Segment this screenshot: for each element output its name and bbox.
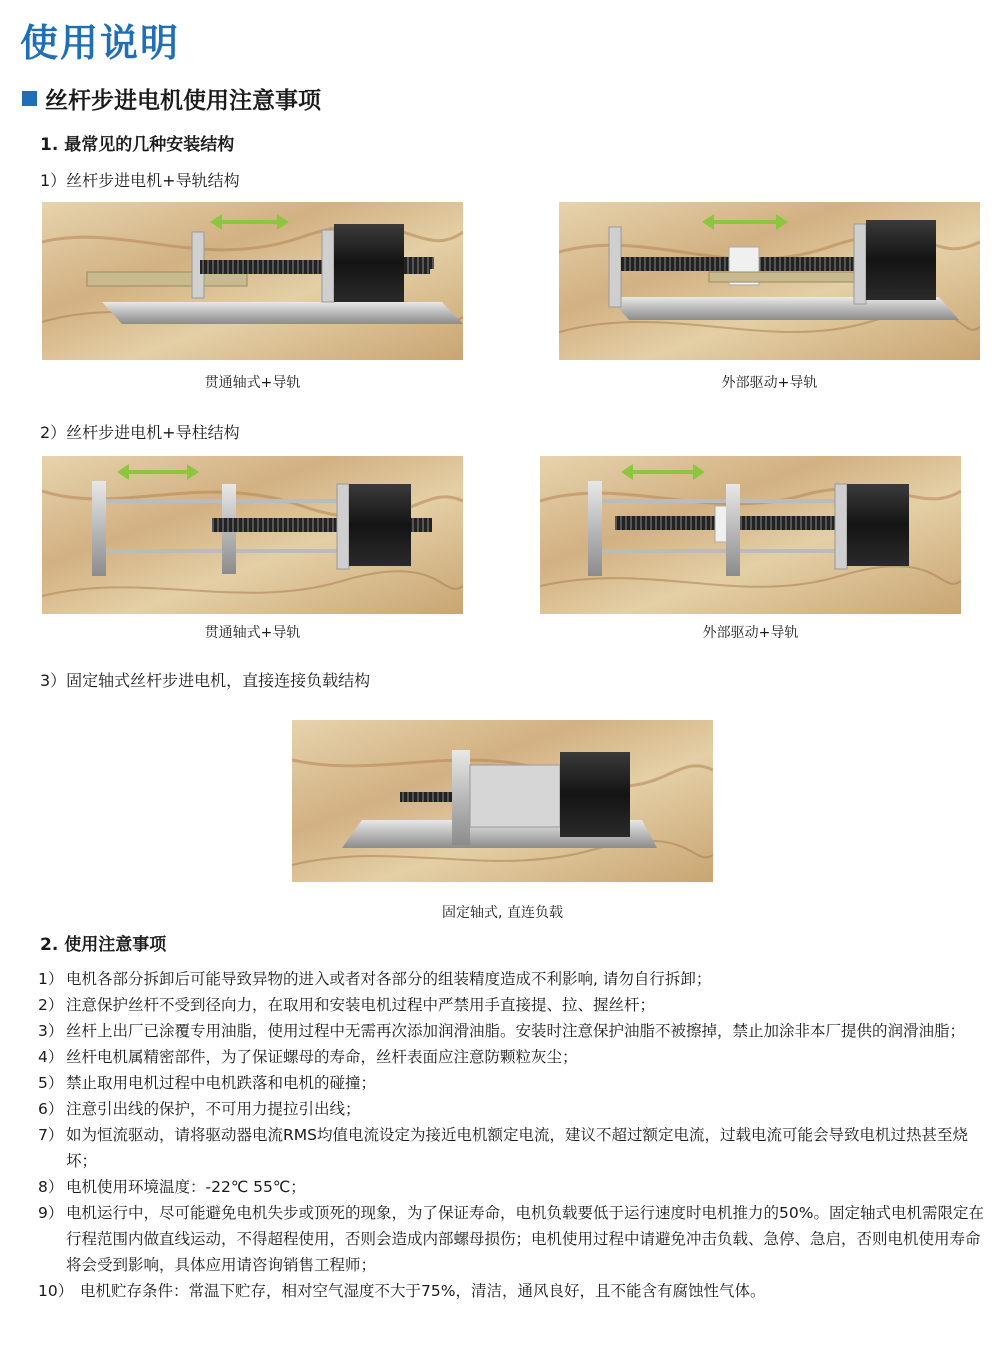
caption-through-shaft-column: 贯通轴式+导轨 [204, 625, 301, 641]
list-item: 9） 电机运行中，尽可能避免电机失步或顶死的现象，为了保证寿命，电机负载要低于运行速度时电机推力的50%。固定轴式电机需限定在行程范围内做直线运动，不得超程使用，否则会造成内部螺母损伤；电机使用过程中请避免冲击负载、急停、急启，否则电机使用寿命将会受到影响，具体应用请咨询销售工程师； [38, 1204, 984, 1274]
list-item: 1） 电机各部分拆卸后可能导致异物的进入或者对各部分的组装精度造成不利影响, 请勿自行拆卸； [38, 970, 712, 988]
sub1-label: 1）丝杆步进电机+导轨结构 [40, 171, 240, 190]
section-title [22, 82, 321, 115]
list-item: 2） 注意保护丝杆不受到径向力，在取用和安装电机过程中严禁用手直接提、拉、握丝杆； [38, 996, 656, 1014]
list-item: 3） 丝杆上出厂已涂覆专用油脂，使用过程中无需再次添加润滑油脂。安装时注意保护油脂不被擦掉，禁止加涂非本厂提供的润滑油脂； [38, 1022, 966, 1040]
photo-fixed-shaft-direct-load [292, 720, 713, 882]
photo-external-drive-column [540, 456, 961, 614]
square-bullet-icon [22, 91, 37, 106]
part2-heading: 2. 使用注意事项 [40, 935, 167, 955]
caption-fixed-shaft-direct-load: 固定轴式, 直连负载 [442, 905, 563, 921]
list-item: 7） 如为恒流驱动，请将驱动器电流RMS均值电流设定为接近电机额定电流，建议不超过额定电流，过载电流可能会导致电机过热甚至烧坏； [38, 1126, 968, 1170]
list-item: 4） 丝杆电机属精密部件，为了保证螺母的寿命，丝杆表面应注意防颗粒灰尘； [38, 1048, 578, 1066]
caption-external-drive-column: 外部驱动+导轨 [702, 625, 799, 641]
part1-heading: 1. 最常见的几种安装结构 [40, 135, 235, 155]
section-title-text: 丝杆步进电机使用注意事项 [45, 88, 321, 114]
caption-through-shaft-rail: 贯通轴式+导轨 [204, 375, 301, 391]
sub2-label: 2）丝杆步进电机+导柱结构 [40, 423, 240, 442]
precautions-list [38, 966, 988, 1304]
sub3-label: 3）固定轴式丝杆步进电机，直接连接负载结构 [40, 671, 371, 690]
photo-through-shaft-column [42, 456, 463, 614]
page-title: 使用说明 [20, 21, 181, 65]
photo-external-drive-rail [559, 202, 980, 360]
list-item: 5） 禁止取用电机过程中电机跌落和电机的碰撞； [38, 1074, 377, 1092]
list-item: 10） 电机贮存条件：常温下贮存，相对空气湿度不大于75%，清洁，通风良好，且不能含有腐蚀性气体。 [38, 1282, 766, 1300]
list-item: 8） 电机使用环境温度：-22℃ 55℃； [38, 1178, 306, 1196]
photo-through-shaft-rail [42, 202, 463, 360]
list-item: 6） 注意引出线的保护，不可用力提拉引出线； [38, 1100, 361, 1118]
caption-external-drive-rail: 外部驱动+导轨 [721, 375, 818, 391]
